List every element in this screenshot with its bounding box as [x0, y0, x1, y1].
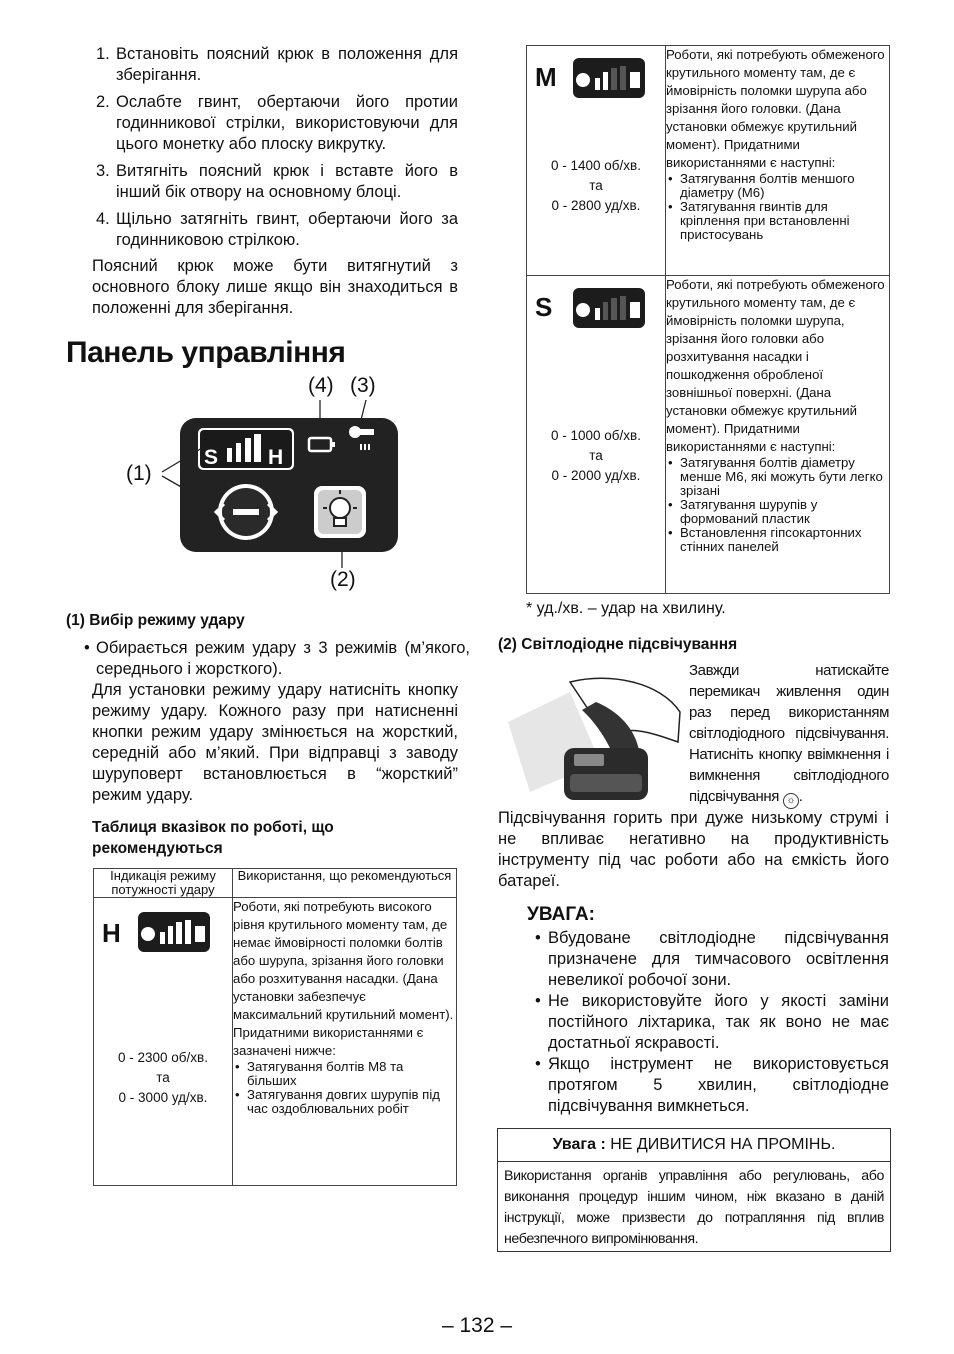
step-item: 1. Встановіть поясний крюк в положення для зберігання.: [96, 45, 458, 84]
mode-m-speed2: 0 - 2800 уд/хв.: [551, 198, 641, 213]
impact-body: Для установки режиму удару натисніть кнопку режиму удару. Кожного разу при натисненні кнопки режим удару змінюється на жорсткий, середній або м’який. При відправці з заводу шуруповерт встановлюється в “жорсткий” режим удару.: [92, 681, 458, 804]
step-item: 2. Ослабте гвинт, обертаючи його протии годинникової стрілки, використовуючи для цього монетку або плоску викрутку.: [96, 93, 458, 153]
panel-label-4: (4): [308, 374, 334, 397]
section-title: Панель управління: [66, 336, 346, 369]
mode-s-description: Роботи, які потребують обмеженого крутильного моменту там, де є ймовірність поломки шурупа, зрізання його головки або розхитування насадки і пошкодження обробленої зовнішньої поверхні. (Дана установки обмежує крутильний момент). Придатними використаннями є наступні: • Затягування болтів діаметру менше М6, які можуть бути легко зрізані • Затягування шурупів у формований пластик • Встановлення гіпсокартонних стінних панелей: [666, 276, 890, 594]
mode-s-and: та: [589, 448, 603, 463]
mode-h-description: Роботи, які потребують високого рівня крутильного моменту там, де немає ймовірності поломки болтів або шурупа, зрізання його головки або розхитування насадки. (Дана установки забезпечує максимальний крутильний момент). Придатними використаннями є зазначені нижче: • Затягування болтів М8 та більших • Затягування довгих шурупів під час оздоблювальних робіт: [233, 898, 457, 1186]
laser-warning-box: [497, 1128, 891, 1252]
caution-item: • Вбудоване світлодіодне підсвічування призначене для тимчасового освітлення невеликої робочої зони.: [535, 928, 889, 991]
panel-mode-s: S: [204, 446, 219, 469]
control-panel-figure: [120, 372, 410, 602]
table-header-usage: Використання, що рекомендуються: [233, 869, 457, 898]
table-header-indicator: Індикація режиму потужності удару: [94, 869, 233, 898]
mode-m-and: та: [589, 178, 603, 193]
led-illustration: [500, 662, 684, 810]
led-button-icon: ☼: [783, 793, 799, 809]
caution-list: [535, 928, 889, 1117]
mode-s-display-icon: [573, 288, 645, 328]
mode-m-uses: • Затягування болтів меншого діаметру (М6) • Затягування гвинтів для кріплення при встановленні пристосувань: [666, 172, 889, 242]
panel-drawing: [120, 372, 410, 602]
led-side-text: Завжди натискайте перемикач живлення один раз перед використанням світлодіодного підсвічування. Натисніть кнопку ввімкнення і вимкнення світлодіодного підсвічування ☼ .: [689, 660, 889, 809]
mode-h-letter: H: [102, 918, 121, 948]
mode-m-display-icon: [573, 58, 645, 98]
panel-label-2: (2): [330, 568, 356, 591]
impact-heading: (1) Вибір режиму удару: [66, 612, 245, 629]
mode-s-uses: • Затягування болтів діаметру менше М6, які можуть бути легко зрізані • Затягування шурупів у формований пластик • Встановлення гіпсокартонних стінних панелей: [666, 456, 889, 554]
mode-m-letter: M: [535, 62, 557, 92]
mode-m-indicator: [527, 46, 666, 276]
caution-item: • Не використовуйте його у якості заміни постійного ліхтарика, так як воно не має достатньої яскравості.: [535, 991, 889, 1054]
recommend-table-h: [93, 868, 457, 1186]
step-item: 3. Витягніть поясний крюк і вставте його в інший бік отвору на основному блоці.: [96, 162, 458, 201]
caution-title: УВАГА:: [527, 904, 595, 925]
mode-h-speed2: 0 - 3000 уд/хв.: [118, 1090, 208, 1105]
mode-s-speed1: 0 - 1000 об/хв.: [551, 428, 641, 443]
caution-item: • Якщо інструмент не використовується протягом 5 хвилин, світлодіодне підсвічування вимкнеться.: [535, 1054, 889, 1117]
step-item: 4. Щільно затягніть гвинт, обертаючи його за годинниковою стрілкою.: [96, 210, 458, 249]
panel-mode-h: H: [268, 446, 284, 469]
impact-bullet: • Обирається режим удару з 3 режимів (м’якого, середнього і жорсткого).: [84, 639, 470, 678]
hook-note: Поясний крюк може бути витягнутий з основного блоку лише якщо він знаходиться в положенні для зберігання.: [92, 257, 458, 317]
mode-s-indicator: [527, 276, 666, 594]
mode-m-speed1: 0 - 1400 об/хв.: [551, 158, 641, 173]
mode-h-uses: • Затягування болтів М8 та більших • Затягування довгих шурупів під час оздоблювальних робіт: [233, 1060, 456, 1116]
warning-box-title: Увага : НЕ ДИВИТИСЯ НА ПРОМІНЬ.: [498, 1129, 890, 1162]
warning-box-body: Використання органів управління або регулювань, або виконання процедур іншим чином, ніж вказано в даній інструкції, може призвести до потрапляння під вплив небезпечного випромінювання.: [504, 1168, 884, 1247]
mode-h-and: та: [156, 1070, 170, 1085]
steps-list: [92, 44, 458, 257]
footnote: * уд./хв. – удар на хвилину.: [526, 600, 726, 617]
panel-label-3: (3): [350, 374, 376, 397]
mode-s-speed2: 0 - 2000 уд/хв.: [551, 468, 641, 483]
page-number: – 132 –: [441, 1314, 513, 1337]
recommend-table-ms: [526, 45, 890, 594]
panel-label-1: (1): [126, 462, 152, 485]
mode-s-letter: S: [535, 292, 553, 322]
mode-h-display-icon: [138, 912, 210, 952]
table-title: Таблиця вказівок по роботі, що рекомендуються: [92, 819, 334, 857]
led-heading: (2) Світлодіодне підсвічування: [498, 636, 738, 653]
led-body: Підсвічування горить при дуже низькому струмі і не впливає негативно на продуктивність інструменту під час роботи або на ємкість його батареї.: [498, 809, 889, 890]
mode-m-description: Роботи, які потребують обмеженого крутильного моменту там, де є ймовірність поломки шурупа або зрізання його головки. (Дана установки обмежує крутильний момент). Придатними використаннями є наступні: • Затягування болтів меншого діаметру (М6) • Затягування гвинтів для кріплення при встановленні пристосувань: [666, 46, 890, 276]
mode-h-indicator: [94, 898, 233, 1186]
mode-h-speed1: 0 - 2300 об/хв.: [118, 1050, 208, 1065]
